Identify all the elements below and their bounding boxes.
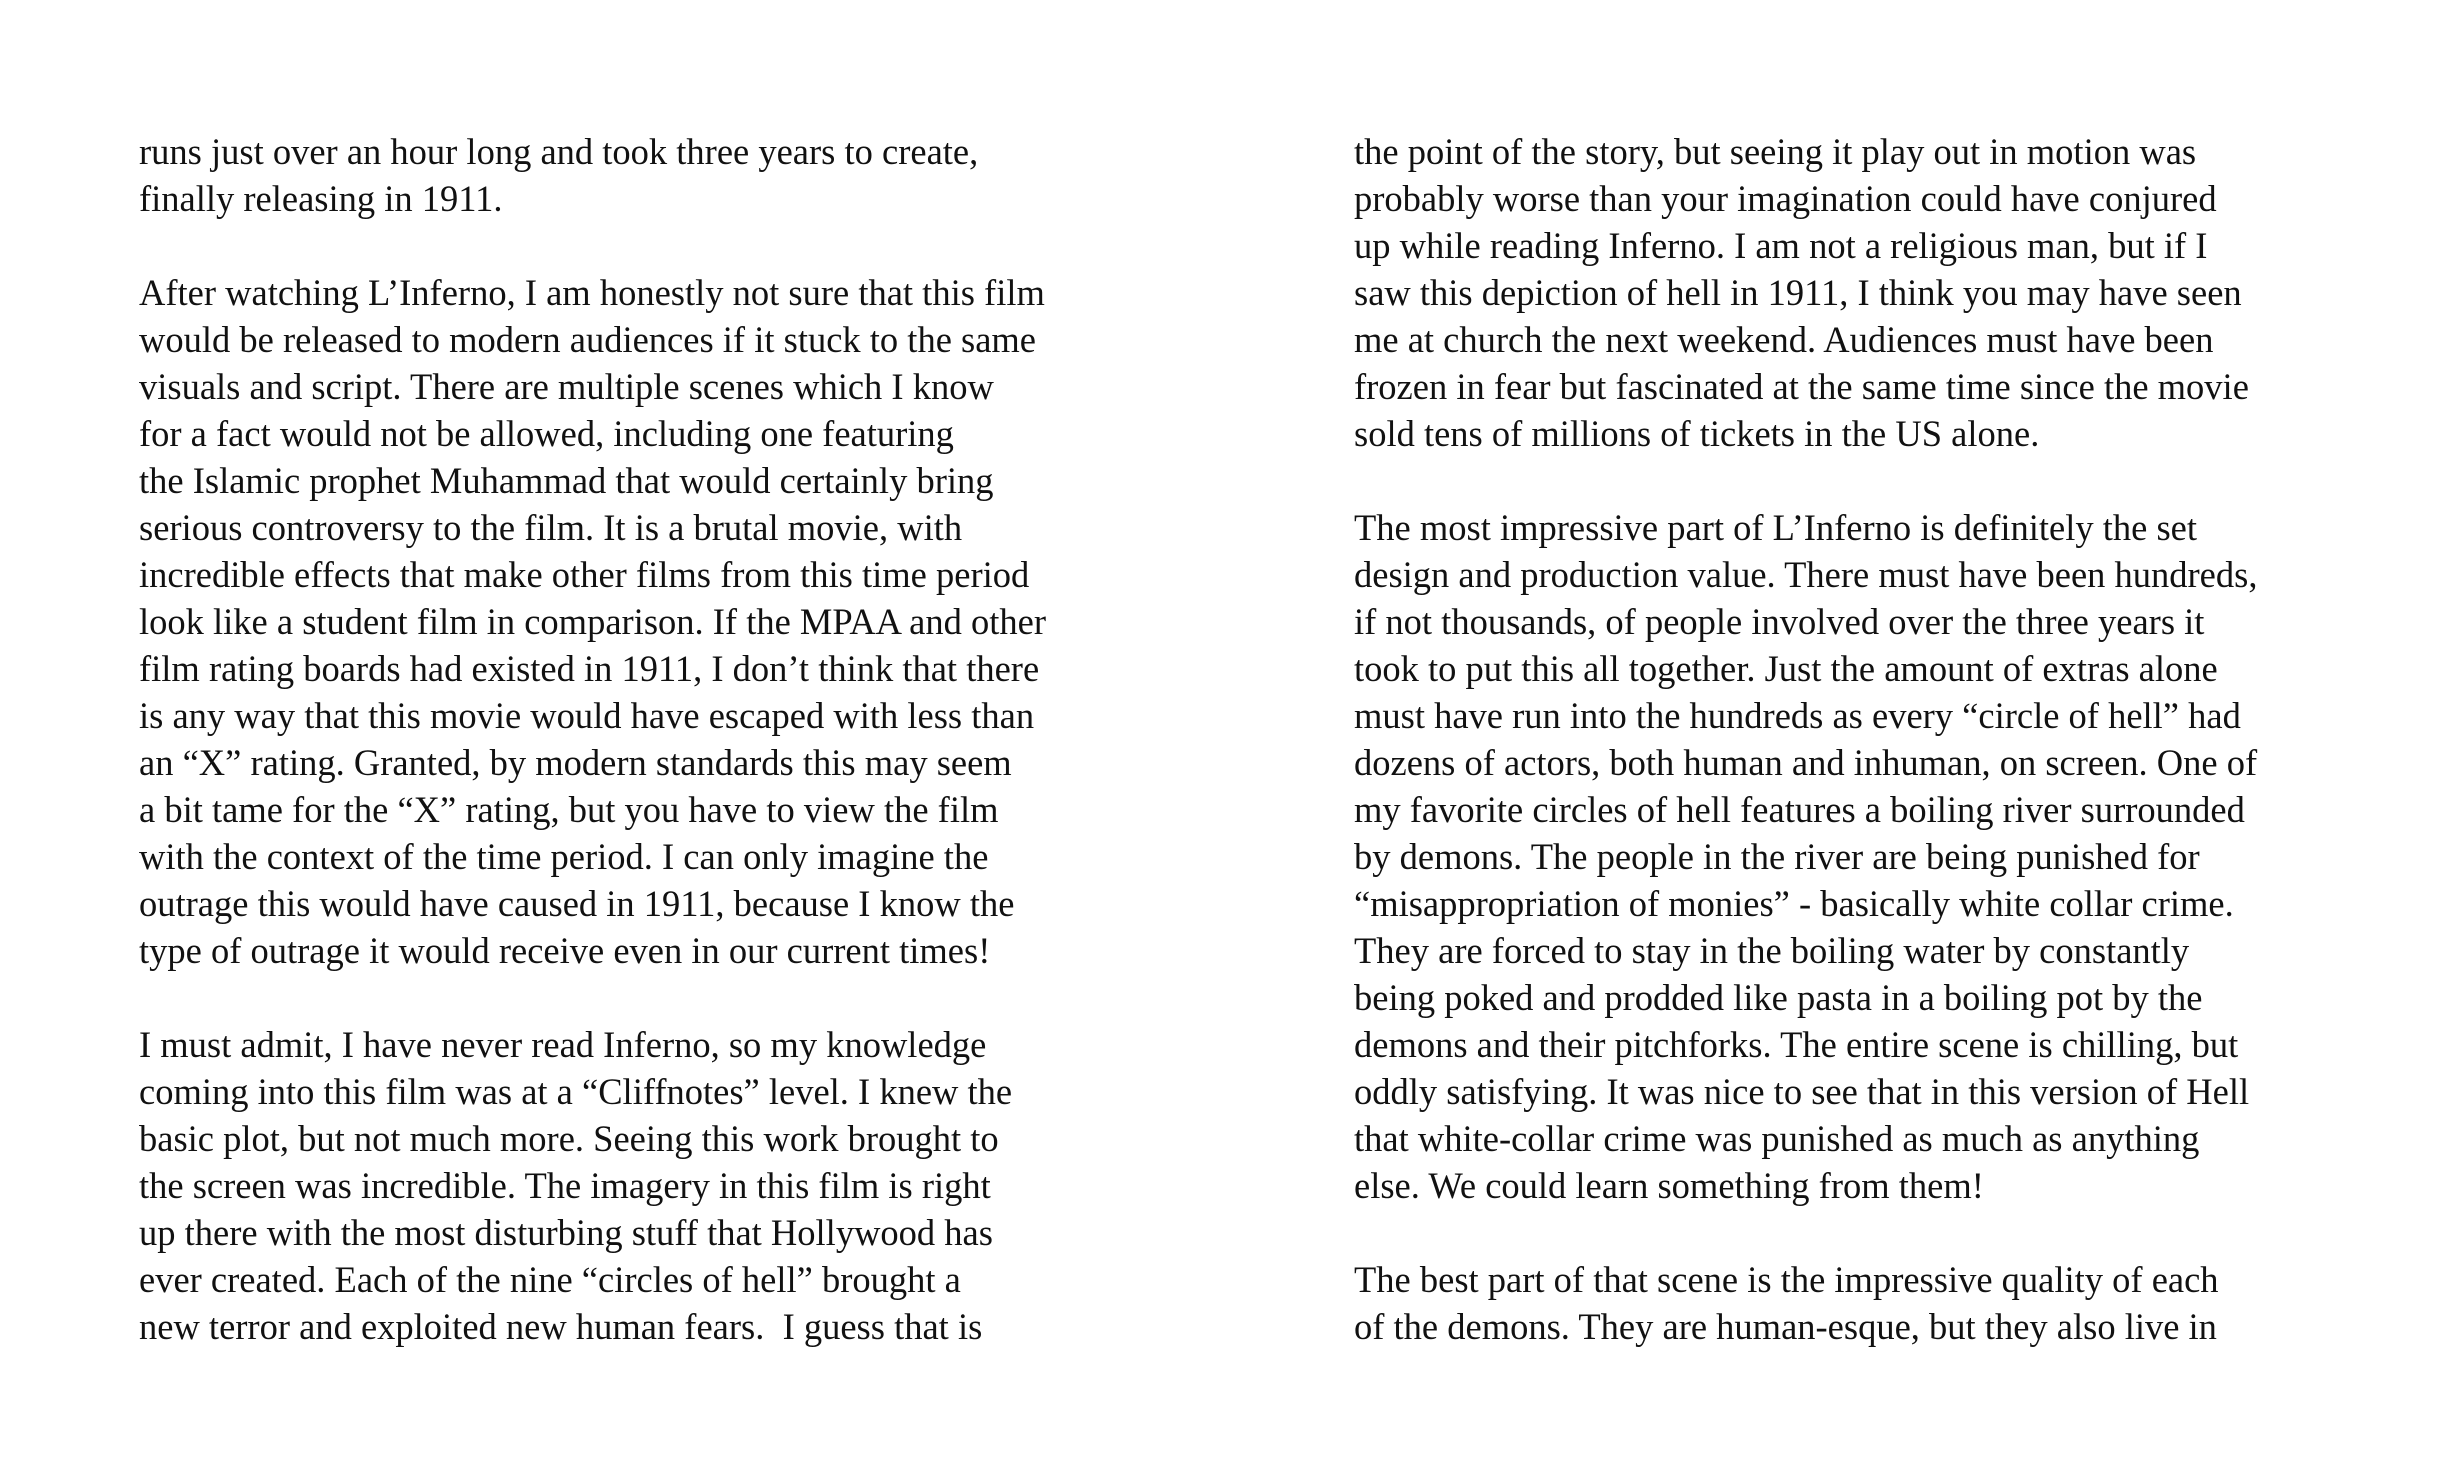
text-line: runs just over an hour long and took three years to create, <box>139 131 979 172</box>
text-line: by demons. The people in the river are being punished for <box>1354 836 2200 877</box>
text-line: sold tens of millions of tickets in the US alone. <box>1354 413 2040 454</box>
text-line: oddly satisfying. It was nice to see that in this version of Hell <box>1354 1071 2250 1112</box>
text-line: coming into this film was at a “Cliffnotes” level. I knew the <box>139 1071 1013 1112</box>
text-line: the point of the story, but seeing it play out in motion was <box>1354 131 2197 172</box>
text-line: ever created. Each of the nine “circles of hell” brought a <box>139 1259 961 1300</box>
text-line: The best part of that scene is the impressive quality of each <box>1354 1259 2219 1300</box>
text-line: my favorite circles of hell features a boiling river surrounded <box>1354 789 2245 830</box>
text-line: up there with the most disturbing stuff that Hollywood has <box>139 1212 993 1253</box>
paragraph <box>1354 504 2384 1209</box>
text-line: me at church the next weekend. Audiences must have been <box>1354 319 2214 360</box>
text-line: if not thousands, of people involved over the three years it <box>1354 601 2205 642</box>
text-line: that white-collar crime was punished as much as anything <box>1354 1118 2200 1159</box>
right-page <box>1354 128 2384 1397</box>
paragraph <box>1354 128 2384 457</box>
text-line: is any way that this movie would have escaped with less than <box>139 695 1035 736</box>
text-line: design and production value. There must have been hundreds, <box>1354 554 2258 595</box>
text-line: must have run into the hundreds as every “circle of hell” had <box>1354 695 2241 736</box>
text-line: visuals and script. There are multiple scenes which I know <box>139 366 994 407</box>
text-line: else. We could learn something from them! <box>1354 1165 1984 1206</box>
text-line: serious controversy to the film. It is a brutal movie, with <box>139 507 963 548</box>
text-line: outrage this would have caused in 1911, because I know the <box>139 883 1015 924</box>
text-line: saw this depiction of hell in 1911, I think you may have seen <box>1354 272 2242 313</box>
text-line: film rating boards had existed in 1911, I don’t think that there <box>139 648 1040 689</box>
paragraph <box>139 128 1169 222</box>
paragraph <box>139 269 1169 974</box>
text-line: up while reading Inferno. I am not a religious man, but if I <box>1354 225 2208 266</box>
text-line: incredible effects that make other films from this time period <box>139 554 1030 595</box>
text-line: After watching L’Inferno, I am honestly not sure that this film <box>139 272 1045 313</box>
text-line: the screen was incredible. The imagery in this film is right <box>139 1165 991 1206</box>
text-line: frozen in fear but fascinated at the same time since the movie <box>1354 366 2249 407</box>
text-line: being poked and prodded like pasta in a boiling pot by the <box>1354 977 2203 1018</box>
text-line: I must admit, I have never read Inferno, so my knowledge <box>139 1024 987 1065</box>
text-line: basic plot, but not much more. Seeing this work brought to <box>139 1118 999 1159</box>
text-line: of the demons. They are human-esque, but they also live in <box>1354 1306 2217 1347</box>
text-line: took to put this all together. Just the amount of extras alone <box>1354 648 2218 689</box>
left-page <box>139 128 1169 1397</box>
paragraph <box>139 1021 1169 1350</box>
text-line: new terror and exploited new human fears. I guess that is <box>139 1306 983 1347</box>
text-line: with the context of the time period. I can only imagine the <box>139 836 989 877</box>
paragraph <box>1354 1256 2384 1350</box>
text-line: a bit tame for the “X” rating, but you have to view the film <box>139 789 999 830</box>
text-line: for a fact would not be allowed, including one featuring <box>139 413 954 454</box>
text-line: finally releasing in 1911. <box>139 178 503 219</box>
text-line: would be released to modern audiences if it stuck to the same <box>139 319 1037 360</box>
text-line: dozens of actors, both human and inhuman, on screen. One of <box>1354 742 2258 783</box>
text-line: the Islamic prophet Muhammad that would certainly bring <box>139 460 994 501</box>
text-line: an “X” rating. Granted, by modern standards this may seem <box>139 742 1012 783</box>
text-line: demons and their pitchforks. The entire scene is chilling, but <box>1354 1024 2239 1065</box>
text-line: probably worse than your imagination could have conjured <box>1354 178 2217 219</box>
text-line: They are forced to stay in the boiling water by constantly <box>1354 930 2190 971</box>
text-line: “misappropriation of monies” - basically white collar crime. <box>1354 883 2234 924</box>
text-line: The most impressive part of L’Inferno is definitely the set <box>1354 507 2198 548</box>
text-line: type of outrage it would receive even in our current times! <box>139 930 991 971</box>
text-line: look like a student film in comparison. If the MPAA and other <box>139 601 1046 642</box>
